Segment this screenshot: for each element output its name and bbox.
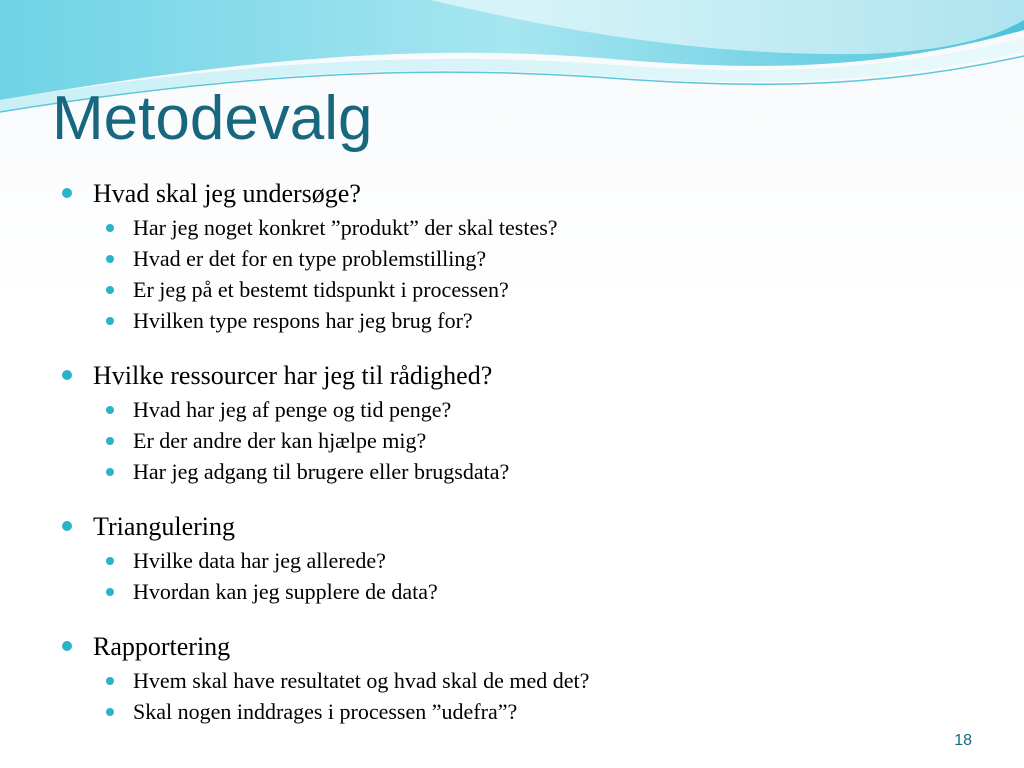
list-item-text: Hvad har jeg af penge og tid penge? bbox=[133, 397, 452, 422]
list-item-text: Er der andre der kan hjælpe mig? bbox=[133, 428, 427, 453]
list-item bbox=[106, 394, 962, 425]
slide-title: Metodevalg bbox=[52, 84, 373, 153]
list-item-text: Hvilke data har jeg allerede? bbox=[133, 548, 386, 573]
section-heading-text: Triangulering bbox=[93, 512, 236, 541]
bullet-icon bbox=[62, 641, 72, 651]
list-item bbox=[106, 576, 962, 607]
section-heading-text: Rapportering bbox=[93, 632, 231, 661]
list-item bbox=[106, 665, 962, 696]
bullet-icon bbox=[106, 708, 114, 716]
bullet-icon bbox=[106, 588, 114, 596]
list-item bbox=[106, 696, 962, 727]
bullet-list bbox=[62, 178, 962, 751]
section-heading-text: Hvilke ressourcer har jeg til rådighed? bbox=[93, 361, 493, 390]
list-item bbox=[106, 212, 962, 243]
bullet-icon bbox=[106, 406, 114, 414]
section-1 bbox=[62, 178, 962, 336]
bullet-icon bbox=[106, 317, 114, 325]
list-item bbox=[106, 243, 962, 274]
list-item-text: Hvad er det for en type problemstilling? bbox=[133, 246, 487, 271]
list-item-text: Er jeg på et bestemt tidspunkt i processen? bbox=[133, 277, 509, 302]
page-number: 18 bbox=[954, 732, 972, 749]
bullet-icon bbox=[62, 188, 72, 198]
list-item-text: Hvilken type respons har jeg brug for? bbox=[133, 308, 473, 333]
bullet-icon bbox=[106, 557, 114, 565]
section-4 bbox=[62, 631, 962, 727]
list-item bbox=[106, 425, 962, 456]
list-item-text: Hvordan kan jeg supplere de data? bbox=[133, 579, 438, 604]
bullet-icon bbox=[106, 677, 114, 685]
bullet-icon bbox=[62, 521, 72, 531]
list-item bbox=[106, 305, 962, 336]
list-item-text: Hvem skal have resultatet og hvad skal de med det? bbox=[133, 668, 590, 693]
section-2 bbox=[62, 360, 962, 487]
list-item bbox=[106, 545, 962, 576]
section-heading bbox=[62, 178, 962, 210]
list-item bbox=[106, 274, 962, 305]
bullet-icon bbox=[106, 286, 114, 294]
section-3 bbox=[62, 511, 962, 607]
bullet-icon bbox=[106, 437, 114, 445]
list-item-text: Har jeg adgang til brugere eller brugsdata? bbox=[133, 459, 510, 484]
list-item bbox=[106, 456, 962, 487]
list-item-text: Skal nogen inddrages i processen ”udefra”? bbox=[133, 699, 518, 724]
section-heading bbox=[62, 360, 962, 392]
section-heading-text: Hvad skal jeg undersøge? bbox=[93, 179, 361, 208]
bullet-icon bbox=[106, 255, 114, 263]
bullet-icon bbox=[106, 224, 114, 232]
bullet-icon bbox=[62, 370, 72, 380]
section-heading bbox=[62, 511, 962, 543]
section-heading bbox=[62, 631, 962, 663]
bullet-icon bbox=[106, 468, 114, 476]
list-item-text: Har jeg noget konkret ”produkt” der skal testes? bbox=[133, 215, 558, 240]
